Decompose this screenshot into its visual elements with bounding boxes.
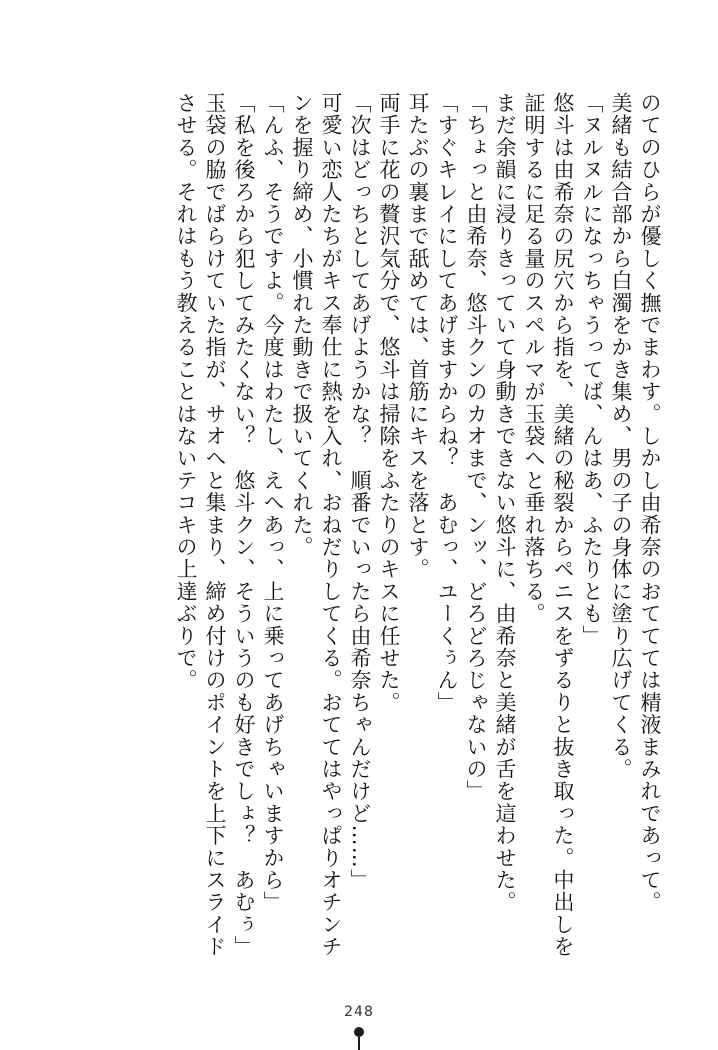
text-line: させる。それはもう教えることはないテコキの上達ぶりで。 (174, 92, 198, 692)
text-line: まだ余韻に浸りきっていて身動きできない悠斗に、由希奈と美緒が舌を這わせた。 (493, 92, 517, 914)
text-line: 可愛い恋人たちがキス奉仕に熱を入れ、おねだりしてくる。おててはやっぱりオチンチ (319, 92, 343, 958)
folio-dot-ornament (354, 1027, 364, 1037)
text-line: 「ヌルヌルになっちゃうってば、んはあ、ふたりとも」 (580, 92, 604, 647)
page-number: 248 (344, 1004, 374, 1020)
text-line: のてのひらが優しく撫でまわす。しかし由希奈のおててては精液まみれであって。 (638, 92, 662, 914)
text-line: 証明するに足る量のスペルマが玉袋へと垂れ落ちる。 (522, 92, 546, 625)
text-line: 「次はどっちとしてあげようかな？ 順番でいったら由希奈ちゃんだけど……」 (348, 92, 372, 892)
text-line: ンを握り締め、小慣れた動きで扱いてくれた。 (290, 92, 314, 559)
text-line: 美緒も結合部から白濁をかき集め、男の子の身体に塗り広げてくる。 (609, 92, 633, 781)
text-line: 「ちょっと由希奈、悠斗クンのカオまで、ンッ、どろどろじゃないの」 (464, 92, 488, 803)
text-line: 両手に花の贅沢気分で、悠斗は掃除をふたりのキスに任せた。 (377, 92, 401, 714)
text-line: 「私を後ろから犯してみたくない？ 悠斗クン、そういうのも好きでしょ？ あむぅ」 (232, 92, 256, 958)
text-line: 悠斗は由希奈の尻穴から指を、美緒の秘裂からペニスをずるりと抜き取った。中出しを (551, 92, 575, 958)
text-line: 耳たぶの裏まで舐めては、首筋にキスを落とす。 (406, 92, 430, 581)
text-line: 「んふ、そうですよ。今度はわたし、えへあっ、上に乗ってあげちゃいますから」 (261, 92, 285, 914)
vertical-text-body (84, 92, 664, 990)
folio-line-ornament (358, 1037, 360, 1050)
text-line: 玉袋の脇でばらけていた指が、サオへと集まり、締め付けのポイントを上下にスライド (203, 92, 227, 958)
text-line: 「すぐキレイにしてあげますからね？ あむっ、ユーくぅん」 (435, 92, 459, 714)
